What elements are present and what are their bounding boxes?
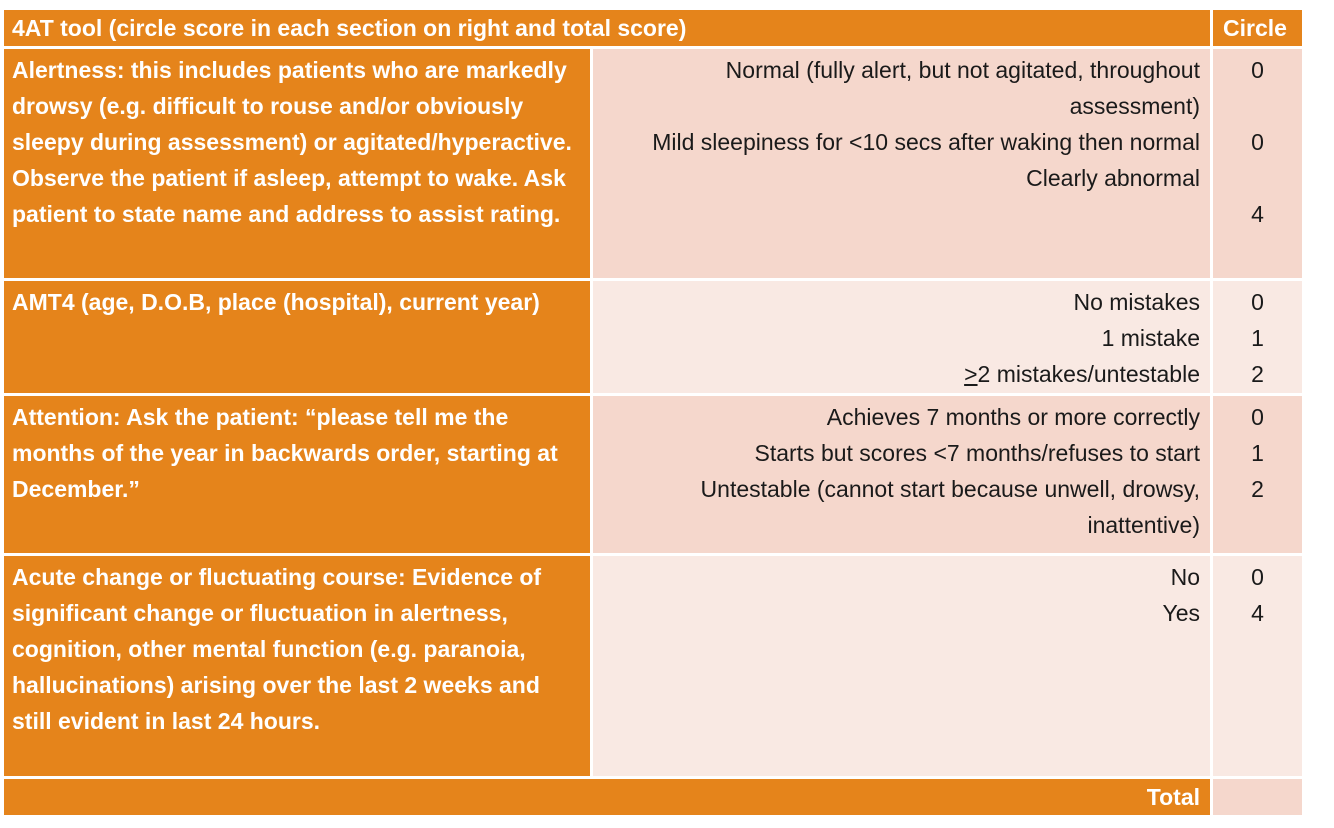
section-label: Attention: Ask the patient: “please tell me the months of the year in backwards order, starting at December.” [4, 396, 593, 553]
option-score[interactable]: 4 [1251, 600, 1264, 626]
options-cell [593, 281, 1213, 393]
section-amt4 [4, 281, 1302, 396]
options-cell [593, 556, 1213, 776]
section-label: Alertness: this includes patients who are markedly drowsy (e.g. difficult to rouse and/or obviously sleepy during assessment) or agitated/hyperactive. Observe the patient if asleep, attempt to wake. Ask patient to state name and address to assist rating. [4, 49, 593, 278]
option-score[interactable]: 0 [1251, 289, 1264, 315]
option-score[interactable]: 4 [1251, 201, 1264, 227]
option-text: Yes [1162, 600, 1200, 626]
option-text: Normal (fully alert, but not agitated, throughout assessment) [725, 57, 1200, 119]
option-text [593, 356, 1210, 392]
option-text: No [1170, 564, 1200, 590]
score-cell [1213, 281, 1302, 393]
option-score[interactable]: 2 [1251, 361, 1264, 387]
option-text-rest: 2 mistakes/untestable [977, 361, 1200, 387]
option-text: Clearly abnormal [1026, 165, 1200, 191]
option-text: No mistakes [1073, 289, 1200, 315]
total-row [4, 779, 1302, 815]
section-alertness [4, 49, 1302, 281]
score-cell [1213, 556, 1302, 776]
options-cell [593, 49, 1213, 278]
section-acute-change [4, 556, 1302, 779]
option-score[interactable]: 1 [1251, 325, 1264, 351]
section-label: AMT4 (age, D.O.B, place (hospital), current year) [4, 281, 593, 393]
option-score[interactable]: 0 [1251, 129, 1264, 155]
score-cell [1213, 396, 1302, 553]
circle-column-header: Circle [1223, 15, 1287, 41]
table-title: 4AT tool (circle score in each section on right and total score) [4, 10, 1213, 46]
section-label: Acute change or fluctuating course: Evidence of significant change or fluctuation in alertness, cognition, other mental function (e.g. paranoia, hallucinations) arising over the last 2 weeks and still evident in last 24 hours. [4, 556, 593, 776]
option-text: 1 mistake [1101, 325, 1200, 351]
options-cell [593, 396, 1213, 553]
greater-or-equal-symbol: > [964, 361, 978, 387]
total-label: Total [4, 779, 1213, 815]
option-text: Achieves 7 months or more correctly [826, 404, 1200, 430]
table-header-row [4, 10, 1302, 49]
option-text: Untestable (cannot start because unwell, drowsy, inattentive) [700, 476, 1200, 538]
option-score[interactable]: 0 [1251, 404, 1264, 430]
option-score[interactable]: 1 [1251, 440, 1264, 466]
option-text: Mild sleepiness for <10 secs after waking then normal [652, 129, 1200, 155]
section-attention [4, 396, 1302, 556]
option-text: Starts but scores <7 months/refuses to start [754, 440, 1200, 466]
option-score[interactable]: 2 [1251, 476, 1264, 502]
option-score[interactable]: 0 [1251, 564, 1264, 590]
total-score-field[interactable] [1213, 779, 1302, 815]
4at-table [4, 10, 1302, 815]
option-score[interactable]: 0 [1251, 57, 1264, 83]
score-cell [1213, 49, 1302, 278]
